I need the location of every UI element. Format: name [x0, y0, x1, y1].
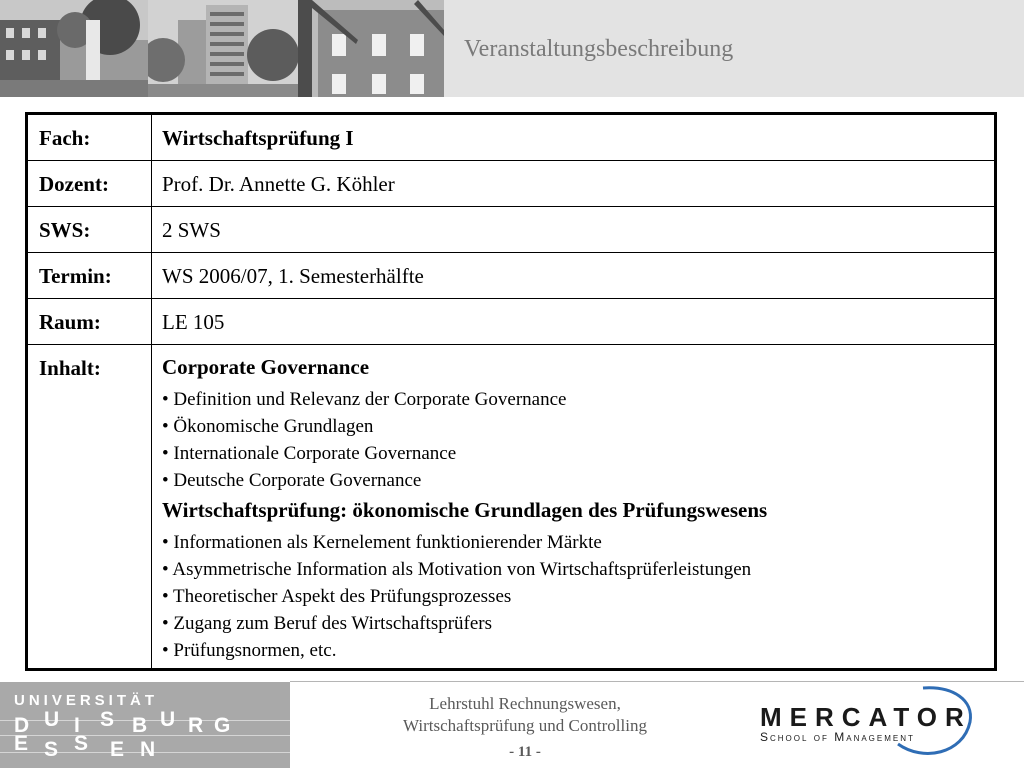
table-row-raum	[27, 299, 996, 345]
university-title: UNIVERSITÄT	[14, 692, 159, 709]
header-photo-tower	[148, 0, 298, 97]
list-item: • Internationale Corporate Governance	[162, 443, 457, 464]
row-value-schedule: WS 2006/07, 1. Semesterhälfte	[152, 253, 996, 299]
list-item: • Asymmetrische Information als Motivation von Wirtschaftsprüferleistungen	[162, 559, 752, 580]
section-heading-wirtschaftspruefung: Wirtschaftsprüfung: ökonomische Grundlagen des Prüfungswesens	[162, 498, 768, 522]
logo-letter: R	[188, 714, 204, 737]
header-photo-building	[298, 0, 444, 97]
table-row-dozent	[27, 161, 996, 207]
section-heading-corporate-governance: Corporate Governance	[162, 355, 370, 379]
header-photo-campus	[0, 0, 148, 97]
logo-letter: S	[44, 738, 59, 761]
course-info-table	[25, 112, 997, 671]
table-row-fach	[27, 114, 996, 161]
logo-letter: U	[160, 708, 176, 731]
list-item: • Prüfungsnormen, etc.	[162, 640, 337, 661]
logo-letter: E	[110, 738, 125, 761]
list-item: • Informationen als Kernelement funktionierender Märkte	[162, 532, 602, 553]
logo-letter: E	[14, 732, 29, 755]
row-value-sws: 2 SWS	[152, 207, 996, 253]
row-label: Raum:	[27, 299, 152, 345]
chair-line-2: Wirtschaftsprüfung und Controlling	[403, 716, 647, 735]
mercator-subtitle: School of Management	[760, 730, 915, 744]
table-row-inhalt	[27, 345, 996, 670]
logo-letter: B	[132, 714, 148, 737]
list-item: • Zugang zum Beruf des Wirtschaftsprüfers	[162, 613, 493, 634]
logo-letter: G	[214, 714, 231, 737]
mercator-wordmark: MERCATOR	[760, 702, 972, 732]
chair-name	[330, 693, 720, 737]
mercator-logo	[748, 682, 1018, 768]
list-item: • Deutsche Corporate Governance	[162, 470, 422, 491]
logo-letter: U	[44, 708, 60, 731]
list-item: • Ökonomische Grundlagen	[162, 416, 374, 437]
row-value-lecturer: Prof. Dr. Annette G. Köhler	[152, 161, 996, 207]
row-label: Dozent:	[27, 161, 152, 207]
chair-line-1: Lehrstuhl Rechnungswesen,	[429, 694, 621, 713]
slide-title: Veranstaltungsbeschreibung	[464, 36, 734, 62]
logo-letter: S	[100, 708, 115, 731]
row-label: SWS:	[27, 207, 152, 253]
logo-letter: I	[74, 714, 80, 737]
row-label: Termin:	[27, 253, 152, 299]
logo-letter: S	[74, 732, 89, 755]
row-value-subject: Wirtschaftsprüfung I	[152, 114, 996, 161]
row-label: Inhalt:	[27, 345, 152, 670]
logo-letter: D	[14, 714, 30, 737]
table-row-termin	[27, 253, 996, 299]
table-row-sws	[27, 207, 996, 253]
row-label: Fach:	[27, 114, 152, 161]
row-value-room: LE 105	[152, 299, 996, 345]
list-item: • Definition und Relevanz der Corporate Governance	[162, 389, 567, 410]
page-number: - 11 -	[509, 744, 541, 760]
list-item: • Theoretischer Aspekt des Prüfungsprozesses	[162, 586, 512, 607]
header-bar	[0, 0, 1024, 97]
university-logo	[0, 682, 290, 768]
logo-letter: N	[140, 738, 156, 761]
row-value-content	[152, 345, 996, 670]
